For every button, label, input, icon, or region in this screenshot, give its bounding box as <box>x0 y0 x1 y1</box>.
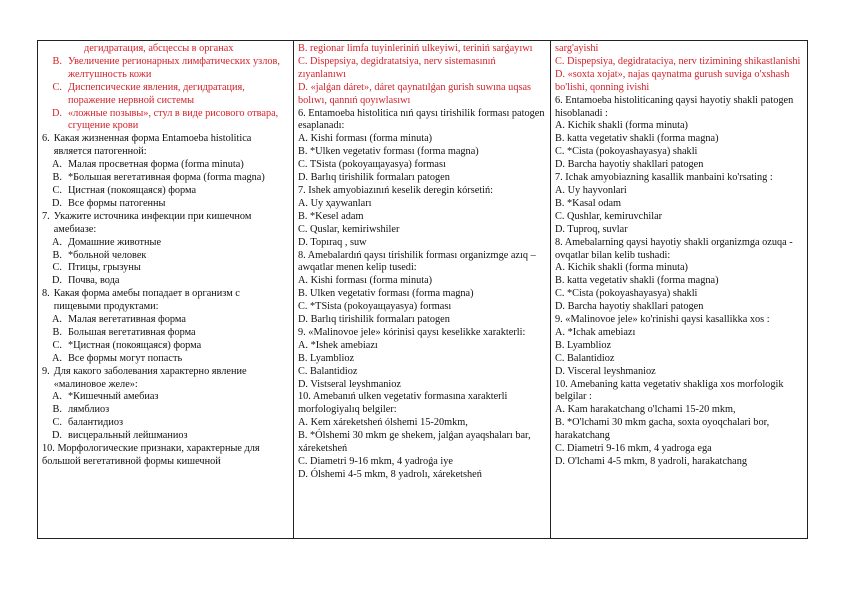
text-line: D. Tuproq, suvlar <box>555 223 628 235</box>
answer-option <box>42 417 289 430</box>
answer-option <box>42 275 289 288</box>
text-line: D. Vistseral leyshmanioz <box>298 378 401 390</box>
text-line: 6. Entamoeba histolitica nıń qaysı tirishilik forması patogen esaplanadı: <box>298 107 545 132</box>
option-letter: D. <box>51 430 62 442</box>
answer-option <box>42 404 289 417</box>
answer-option <box>42 353 289 366</box>
column-uzbek <box>551 41 807 538</box>
text-line: C. Dispepsiya, degidrataciya, nerv tizimining shikastlanishi <box>555 55 801 67</box>
option-letter: B. <box>52 249 62 261</box>
option-letter: C. <box>52 417 62 429</box>
text-line: A. Kishi forması (forma minuta) <box>298 275 433 287</box>
question-text: Для какого заболевания характерно явление «малиновое желе»: <box>53 365 247 390</box>
text-line: B. Ulken vegetativ forması (forma magna) <box>298 288 474 300</box>
text-line: A. *Ichak amebiazı <box>555 326 636 338</box>
text-line: 9. «Malinovoe jele» kórinisi qaysı keselikke xarakterli: <box>298 326 526 338</box>
option-letter: C. <box>52 262 62 274</box>
option-text: Цистная (покоящаяся) форма <box>68 184 197 196</box>
question-text: Укажите источника инфекции при кишечном амебиазе: <box>53 210 252 235</box>
column-russian <box>38 41 294 538</box>
text-line: 6. Entamoeba histoliticaning qaysi hayotiy shakli patogen hisoblanadi : <box>555 94 794 119</box>
option-text: Малая просветная форма (forma minuta) <box>68 159 244 171</box>
option-text: лямблиоз <box>68 404 110 416</box>
option-letter: A. <box>51 391 62 403</box>
option-text: *Цистная (покоящаяся) форма <box>68 339 202 351</box>
text-line: D. Barlıq tirishilik formaları patogen <box>298 314 450 326</box>
text-line: B. *Ólshemi 30 mkm ge shekem, jalǵan ayaqshaları bar, xáreketsheń <box>298 430 531 455</box>
text-line: A. Uy ҳaywanları <box>298 197 372 209</box>
text-line: C. *TSista (pokoyaщayasya) forması <box>298 301 452 313</box>
option-text: Птицы, грызуны <box>68 262 141 274</box>
text-line: 10. Amebaning katta vegetativ shakliga xos morfologik belgilar : <box>555 378 784 403</box>
option-text: Увеличение регионарных лимфатических узлов, желтушность кожи <box>68 55 280 80</box>
text-line: B. *Ulken vegetativ forması (forma magna) <box>298 146 479 158</box>
option-letter: C. <box>52 184 62 196</box>
answer-option <box>42 430 289 443</box>
answer-option <box>42 108 289 134</box>
question <box>42 133 289 159</box>
question <box>42 366 289 392</box>
text-line: D. O'lchami 4-5 mkm, 8 yadroli, harakatchang <box>555 456 748 467</box>
text-line: C. Diametri 9-16 mkm, 4 yadroǵa iye <box>298 456 453 467</box>
option-text: Малая вегетативная форма <box>68 314 186 326</box>
option-letter: B. <box>52 326 62 338</box>
text-line: A. Kichik shakli (forma minuta) <box>555 120 688 132</box>
text-line: 8. Amebalardıń qaysı tirishilik forması organizmge azıq – awqatlar menen kelip tusedi: <box>298 249 536 274</box>
text-line: 9. «Malinovoe jele» ko'rinishi qaysi kasallikka xos : <box>555 314 770 326</box>
text-line: A. Kishi forması (forma minuta) <box>298 133 433 145</box>
text-line: B. *O'lchami 30 mkm gacha, soxta oyoqchalari bor, harakatchang <box>555 417 770 442</box>
answer-option <box>42 340 289 353</box>
option-letter: A. <box>51 159 62 171</box>
option-letter: A. <box>51 352 62 364</box>
text-line: C. Diametri 9-16 mkm, 4 yadroga ega <box>555 443 712 455</box>
text-line: 10. Amebanıń ulken vegetativ formasına xarakterli morfologiyalıq belgiler: <box>298 391 508 416</box>
text-line: D. Ólshemi 4-5 mkm, 8 yadrolı, xáreketsheń <box>298 468 482 480</box>
question-number: 6. <box>42 133 50 145</box>
text-line: D. Topıraq , suw <box>298 236 367 248</box>
text-line: 7. Ichak amyobiazning kasallik manbaini ko'rsating : <box>555 172 773 184</box>
option-text: Почва, вода <box>68 275 120 287</box>
continued-text: дегидратация, абсцессы в органах <box>84 43 234 54</box>
text-line: D. «soxta xojat», najas qaynatma gurush suviga o'xshash bo'lishi, qonning ivishi <box>555 68 790 93</box>
option-letter: B. <box>52 404 62 416</box>
option-text: Все формы могут попасть <box>68 352 183 364</box>
text-line: C. *Cista (pokoyashayasya) shakli <box>555 288 698 300</box>
text-line: D. «jalǵan dáret», dáret qaynatılǵan gurish suwına uqsas bolıwı, qannıń qoyıwlasıwı <box>298 81 532 106</box>
option-letter: C. <box>52 81 62 93</box>
answer-option <box>42 327 289 340</box>
option-text: *Кишечный амебиаз <box>68 391 159 403</box>
option-text: балантидиоз <box>68 417 124 429</box>
answer-option <box>42 159 289 172</box>
question: 10. Морфологические признаки, характерные для большой вегетативной формы кишечной <box>42 443 260 467</box>
answer-option <box>42 172 289 185</box>
text-line: B. Lyamblioz <box>298 352 355 364</box>
option-letter: D. <box>51 275 62 287</box>
text-line: sarg'ayishi <box>555 43 599 54</box>
text-line: A. Kichik shakli (forma minuta) <box>555 262 688 274</box>
answer-option <box>42 185 289 198</box>
answer-option <box>42 314 289 327</box>
text-line: D. Barcha hayotiy shakllari patogen <box>555 159 704 171</box>
option-text: *Большая вегетативная форма (forma magna) <box>68 172 265 184</box>
text-line: C. Qushlar, kemiruvchilar <box>555 210 663 222</box>
text-line: A. Kem xáreketsheń ólshemi 15-20mkm, <box>298 417 468 429</box>
column-karakalpak <box>294 41 551 538</box>
text-line: A. Kam harakatchang o'lchami 15-20 mkm, <box>555 404 736 416</box>
text-line: D. Visceral leyshmanioz <box>555 365 656 377</box>
question <box>42 211 289 237</box>
option-text: *больной человек <box>68 249 147 261</box>
option-text: Все формы патогенны <box>68 197 166 209</box>
text-line: 8. Amebalarning qaysi hayotiy shakli organizmga ozuqa - ovqatlar bilan kelib tushadi: <box>555 236 793 261</box>
text-line: B. regionar limfa tuyinleriniń ulkeyiwi, teriniń sarǵayıwı <box>298 43 533 54</box>
option-letter: A. <box>51 236 62 248</box>
text-line: C. Dispepsiya, degidratatsiya, nerv sistemasınıń zıyanlanıwı <box>298 55 496 80</box>
text-line: C. *Cista (pokoyashayasya) shakli <box>555 146 698 158</box>
option-letter: A. <box>51 314 62 326</box>
text-line: C. TSista (pokoyaщayasya) forması <box>298 159 446 171</box>
option-letter: B. <box>52 55 62 67</box>
answer-option <box>42 56 289 82</box>
text-line: A. Uy hayvonlari <box>555 184 627 196</box>
text-line: 7. Ishek amyobiazınıń keselik deregin kórsetiń: <box>298 184 494 196</box>
option-text: Домашние животные <box>68 236 162 248</box>
text-line: C. Balantidioz <box>555 352 615 364</box>
question-number: 9. <box>42 365 50 377</box>
text-line: D. Barlıq tirishilik formaları patogen <box>298 172 450 184</box>
option-letter: D. <box>51 107 62 119</box>
question-text: Какая жизненная форма Entamoeba histolitica является патогенной: <box>53 133 252 158</box>
text-line: C. Balantidioz <box>298 365 358 377</box>
answer-option <box>42 237 289 250</box>
question-number: 7. <box>42 210 50 222</box>
answer-option <box>42 82 289 108</box>
answer-option <box>42 391 289 404</box>
text-line: B. Lyamblioz <box>555 339 612 351</box>
text-line: B. *Kasal odam <box>555 197 622 209</box>
option-letter: D. <box>51 197 62 209</box>
three-language-test-table <box>37 40 808 539</box>
text-line: B. katta vegetativ shakli (forma magna) <box>555 133 719 145</box>
text-line: B. katta vegetativ shakli (forma magna) <box>555 275 719 287</box>
option-text: Диспепсические явления, дегидратация, поражение нервной системы <box>68 81 245 106</box>
text-line: D. Barcha hayotiy shakllari patogen <box>555 301 704 313</box>
question-text: Какая форма амебы попадает в организм с пищевыми продуктами: <box>53 288 240 313</box>
option-letter: C. <box>52 339 62 351</box>
answer-option <box>42 198 289 211</box>
question-number: 8. <box>42 288 50 300</box>
question <box>42 288 289 314</box>
text-line: B. *Kesel adam <box>298 210 364 222</box>
option-text: висцеральный лейшманиоз <box>68 430 188 442</box>
text-line: C. Quslar, kemiriwshiler <box>298 223 400 235</box>
option-letter: B. <box>52 172 62 184</box>
option-text: «ложные позывы», стул в виде рисового отвара, сгущение крови <box>68 107 279 132</box>
text-line: A. *Ishek amebiazı <box>298 339 378 351</box>
answer-option <box>42 262 289 275</box>
answer-option <box>42 250 289 263</box>
option-text: Большая вегетативная форма <box>68 326 196 338</box>
